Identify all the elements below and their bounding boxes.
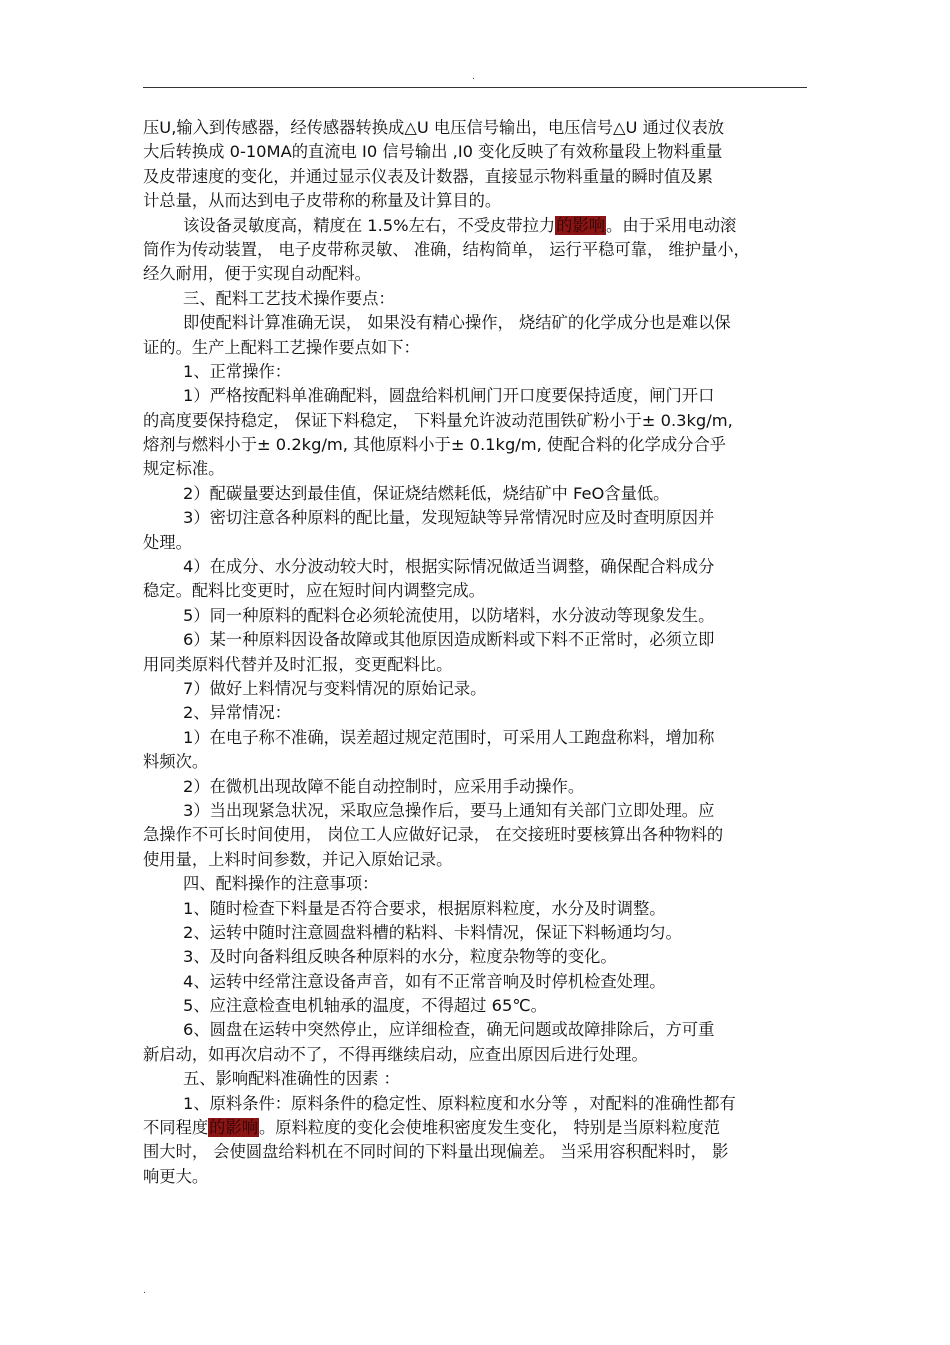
text-segment: 1）严格按配料单准确配料，圆盘给料机闸门开口度要保持适度，闸门开口 (183, 386, 715, 406)
text-line (143, 848, 807, 872)
text-line (143, 1116, 807, 1140)
text-line (143, 945, 807, 969)
text-segment: 1、随时检查下料量是否符合要求，根据原料粒度，水分及时调整。 (183, 898, 666, 918)
text-segment: 7）做好上料情况与变料情况的原始记录。 (183, 678, 487, 698)
text-segment: 3）当出现紧急状况，采取应急操作后，要马上通知有关部门立即处理。应 (183, 800, 715, 820)
text-segment: 料频次。 (143, 752, 209, 772)
text-line (143, 165, 807, 189)
text-segment: 急操作不可长时间使用， 岗位工人应做好记录， 在交接班时要核算出各种物料的 (143, 825, 724, 845)
text-segment: 6）某一种原料因设备故障或其他原因造成断料或下料不正常时，必须立即 (183, 630, 715, 650)
highlighted-text: 的影响 (556, 215, 606, 235)
text-line (143, 653, 807, 677)
footer-mark: . (143, 1286, 146, 1296)
text-segment: 3、及时向备料组反映各种原料的水分，粒度杂物等的变化。 (183, 947, 617, 967)
text-line (143, 775, 807, 799)
text-line (143, 701, 807, 725)
text-segment: 4、运转中经常注意设备声音，如有不正常音响及时停机检查处理。 (183, 971, 666, 991)
text-segment: 1）在电子称不准确，误差超过规定范围时，可采用人工跑盘称料，增加称 (183, 727, 715, 747)
text-line (143, 336, 807, 360)
text-segment: 6、圆盘在运转中突然停止，应详细检查，确无问题或故障排除后，方可重 (183, 1020, 715, 1040)
text-line (143, 189, 807, 213)
text-line (143, 482, 807, 506)
text-line (143, 628, 807, 652)
text-line (143, 1067, 807, 1091)
text-line (143, 384, 807, 408)
text-line (143, 921, 807, 945)
header-mark: . (472, 72, 475, 82)
text-line (143, 287, 807, 311)
text-segment: 使用量，上料时间参数，并记入原始记录。 (143, 849, 453, 869)
text-segment: 5、应注意检查电机轴承的温度，不得超过 65℃。 (183, 996, 547, 1016)
text-segment: 响更大。 (143, 1166, 209, 1186)
text-segment: 大后转换成 0-10MA的直流电 I0 信号输出 ,I0 变化反映了有效称量段上物料重量 (143, 142, 723, 162)
text-line (143, 677, 807, 701)
text-line (143, 1092, 807, 1116)
text-line (143, 750, 807, 774)
text-segment: 处理。 (143, 532, 192, 552)
text-line (143, 262, 807, 286)
text-segment: 的高度要保持稳定， 保证下料稳定， 下料量允许波动范围铁矿粉小于± 0.3kg/m, (143, 410, 733, 430)
text-segment: 四、配料操作的注意事项： (183, 874, 379, 894)
text-segment: 计总量，从而达到电子皮带称的称量及计算目的。 (143, 191, 502, 211)
text-line (143, 726, 807, 750)
text-segment: 证的。生产上配料工艺操作要点如下： (143, 337, 420, 357)
text-line (143, 970, 807, 994)
text-line (143, 872, 807, 896)
text-line (143, 1140, 807, 1164)
text-segment: 及皮带速度的变化，并通过显示仪表及计数器，直接显示物料重量的瞬时值及累 (143, 166, 713, 186)
text-line (143, 799, 807, 823)
text-segment: 新启动，如再次启动不了，不得再继续启动，应查出原因后进行处理。 (143, 1044, 648, 1064)
text-segment: 2、异常情况： (183, 703, 292, 723)
text-segment: 该设备灵敏度高，精度在 1.5%左右，不受皮带拉力 (183, 215, 556, 235)
header-rule (143, 87, 807, 88)
text-line (143, 994, 807, 1018)
text-segment: 筒作为传动装置， 电子皮带称灵敏、 准确，结构简单， 运行平稳可靠， 维护量小， (143, 239, 750, 259)
text-segment: 4）在成分、水分波动较大时，根据实际情况做适当调整，确保配合料成分 (183, 557, 715, 577)
text-line (143, 555, 807, 579)
text-segment: 1、正常操作： (183, 361, 292, 381)
text-segment: 2、运转中随时注意圆盘料槽的粘料、卡料情况，保证下料畅通均匀。 (183, 922, 682, 942)
text-line (143, 823, 807, 847)
text-segment: 。原料粒度的变化会使堆积密度发生变化， 特别是当原料粒度范 (259, 1118, 721, 1138)
text-line (143, 409, 807, 433)
text-line (143, 1165, 807, 1189)
text-segment: 3）密切注意各种原料的配比量，发现短缺等异常情况时应及时查明原因并 (183, 508, 715, 528)
text-line (143, 1018, 807, 1042)
text-segment: 1、原料条件：原料条件的稳定性、原料粒度和水分等 ，对配料的准确性都有 (183, 1093, 736, 1113)
text-line (143, 1043, 807, 1067)
highlighted-text: 的影响 (209, 1118, 258, 1138)
text-segment: 用同类原料代替并及时汇报，变更配料比。 (143, 654, 453, 674)
text-line (143, 140, 807, 164)
text-line (143, 360, 807, 384)
text-line (143, 433, 807, 457)
text-segment: 熔剂与燃料小于± 0.2kg/m, 其他原料小于± 0.1kg/m, 使配合料的化学成分合乎 (143, 435, 727, 455)
text-line (143, 506, 807, 530)
text-line (143, 311, 807, 335)
text-segment: 稳定。配料比变更时，应在短时间内调整完成。 (143, 581, 485, 601)
document-body (143, 116, 807, 1189)
text-segment: 围大时， 会使圆盘给料机在不同时间的下料量出现偏差。 当采用容积配料时， 影 (143, 1142, 729, 1162)
text-line (143, 457, 807, 481)
text-segment: 5）同一种原料的配料仓必须轮流使用，以防堵料，水分波动等现象发生。 (183, 605, 715, 625)
text-segment: 五、影响配料准确性的因素 ： (183, 1069, 400, 1089)
text-line (143, 238, 807, 262)
text-line (143, 897, 807, 921)
text-segment: 2）在微机出现故障不能自动控制时，应采用手动操作。 (183, 776, 585, 796)
text-segment: 经久耐用，便于实现自动配料。 (143, 264, 371, 284)
text-segment: 2）配碳量要达到最佳值，保证烧结燃耗低，烧结矿中 FeO含量低。 (183, 483, 670, 503)
text-segment: 三、配料工艺技术操作要点： (183, 288, 395, 308)
text-segment: 压U,输入到传感器，经传感器转换成△U 电压信号输出，电压信号△U 通过仪表放 (143, 118, 725, 137)
text-segment: 不同程度 (143, 1118, 209, 1138)
text-line (143, 604, 807, 628)
text-segment: 即使配料计算准确无误， 如果没有精心操作， 烧结矿的化学成分也是难以保 (183, 313, 731, 333)
text-segment: 规定标准。 (143, 459, 225, 479)
text-line (143, 116, 807, 140)
text-line (143, 531, 807, 555)
text-line (143, 214, 807, 238)
text-segment: 。由于采用电动滚 (606, 215, 737, 235)
text-line (143, 579, 807, 603)
